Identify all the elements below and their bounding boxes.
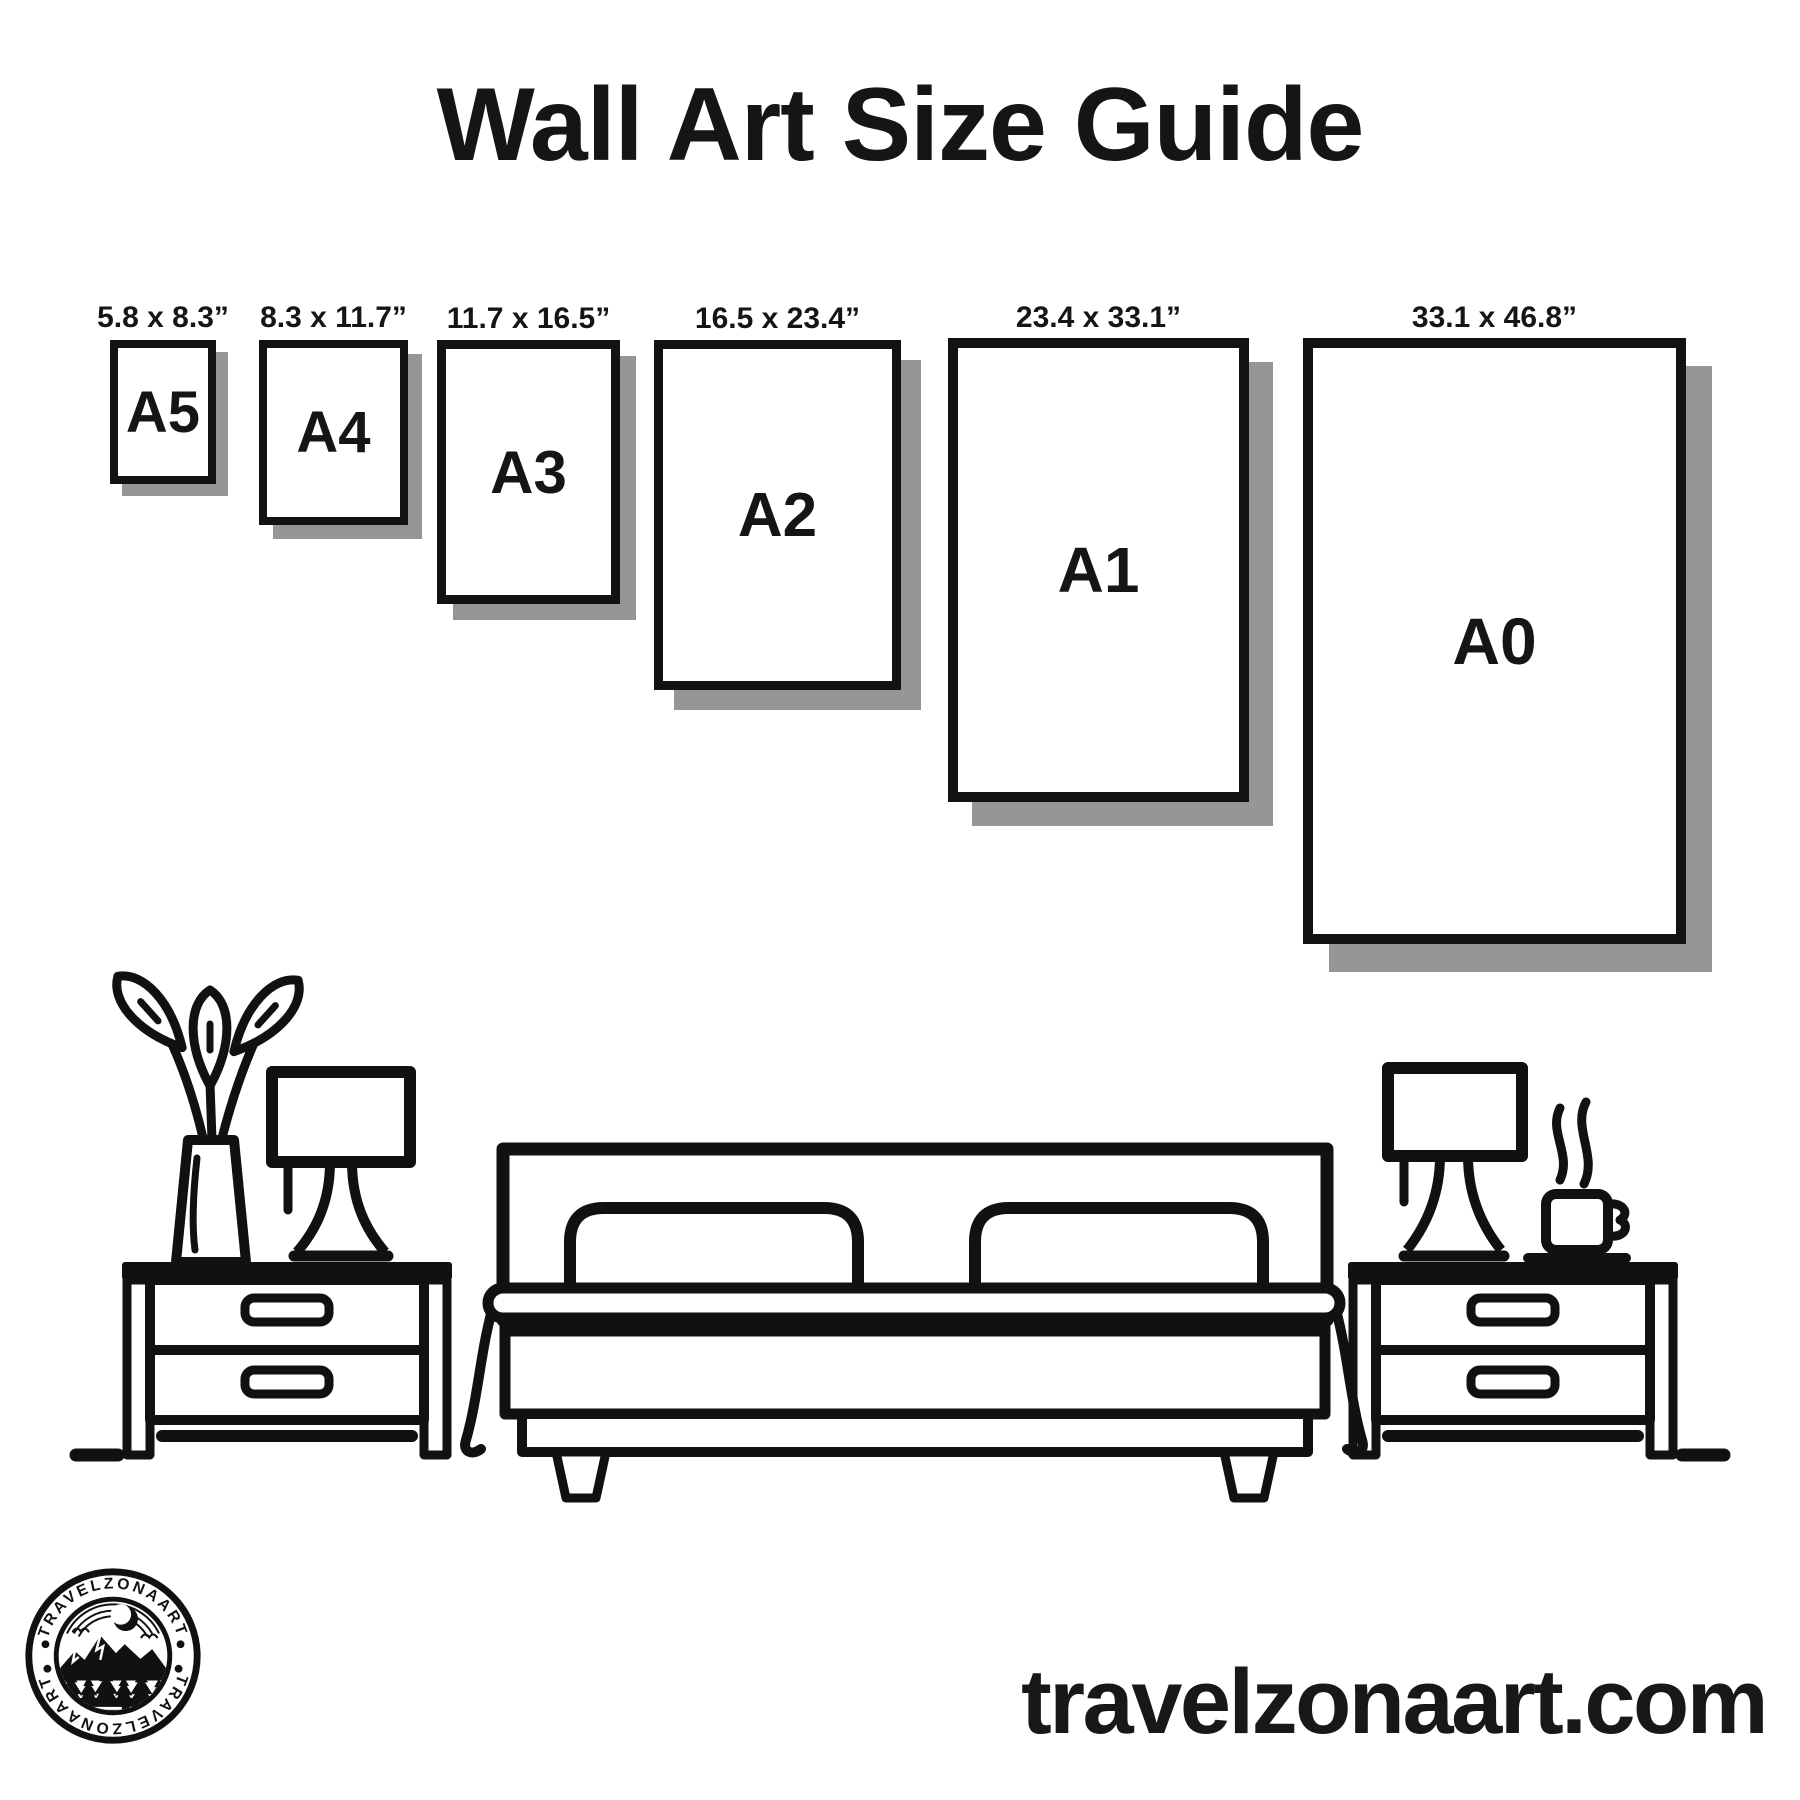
page-title: Wall Art Size Guide	[436, 67, 1364, 183]
frame-a2	[654, 302, 901, 690]
frame-a3-code: A3	[490, 438, 567, 506]
logo-dot	[177, 1640, 185, 1648]
bedroom-illustration	[0, 950, 1800, 1510]
coffee-cup-icon	[1528, 1102, 1626, 1258]
frame-a4-code: A4	[296, 400, 371, 465]
frame-a2-code: A2	[737, 480, 818, 550]
frame-a3-dimensions: 11.7 x 16.5”	[446, 302, 611, 335]
logo-brand-text-bottom: TRAVELZONAART	[35, 1672, 191, 1737]
left-nightstand-icon	[122, 1262, 452, 1455]
bed-leg-left	[556, 1452, 606, 1498]
bed-icon	[465, 1149, 1363, 1498]
frame-a1-code: A1	[1057, 534, 1140, 606]
logo-dot	[42, 1640, 50, 1648]
frame-a1	[948, 301, 1249, 802]
frame-a2-dimensions: 16.5 x 23.4”	[694, 302, 861, 335]
frame-a5-dimensions: 5.8 x 8.3”	[97, 301, 229, 334]
blanket-drape-left	[465, 1310, 492, 1452]
brand-logo	[20, 1563, 206, 1749]
frame-a0-dimensions: 33.1 x 46.8”	[1411, 301, 1578, 334]
frame-a4-dimensions: 8.3 x 11.7”	[260, 301, 407, 334]
frame-a5-code: A5	[125, 379, 201, 445]
logo-mountains-icon	[49, 1635, 174, 1680]
pillow-left-icon	[570, 1208, 858, 1294]
frame-a4	[259, 301, 408, 525]
bed-base	[522, 1414, 1308, 1452]
website-text: travelzonaart.com	[1021, 1651, 1766, 1753]
table-lamp-right-icon	[1388, 1068, 1522, 1256]
frame-a5	[97, 301, 229, 484]
right-nightstand-icon	[1348, 1262, 1678, 1455]
table-lamp-left-icon	[272, 1072, 410, 1256]
frame-a0	[1303, 301, 1686, 944]
frame-a0-code: A0	[1452, 604, 1537, 678]
pillow-right-icon	[975, 1208, 1263, 1294]
steam-icon	[1557, 1102, 1589, 1184]
bed-leg-right	[1224, 1452, 1274, 1498]
frame-a3	[437, 302, 620, 604]
frame-a1-dimensions: 23.4 x 33.1”	[1015, 301, 1182, 334]
logo-dot	[43, 1665, 51, 1673]
logo-dot	[175, 1665, 183, 1673]
logo-brand-text-top: TRAVELZONAART	[35, 1575, 191, 1640]
